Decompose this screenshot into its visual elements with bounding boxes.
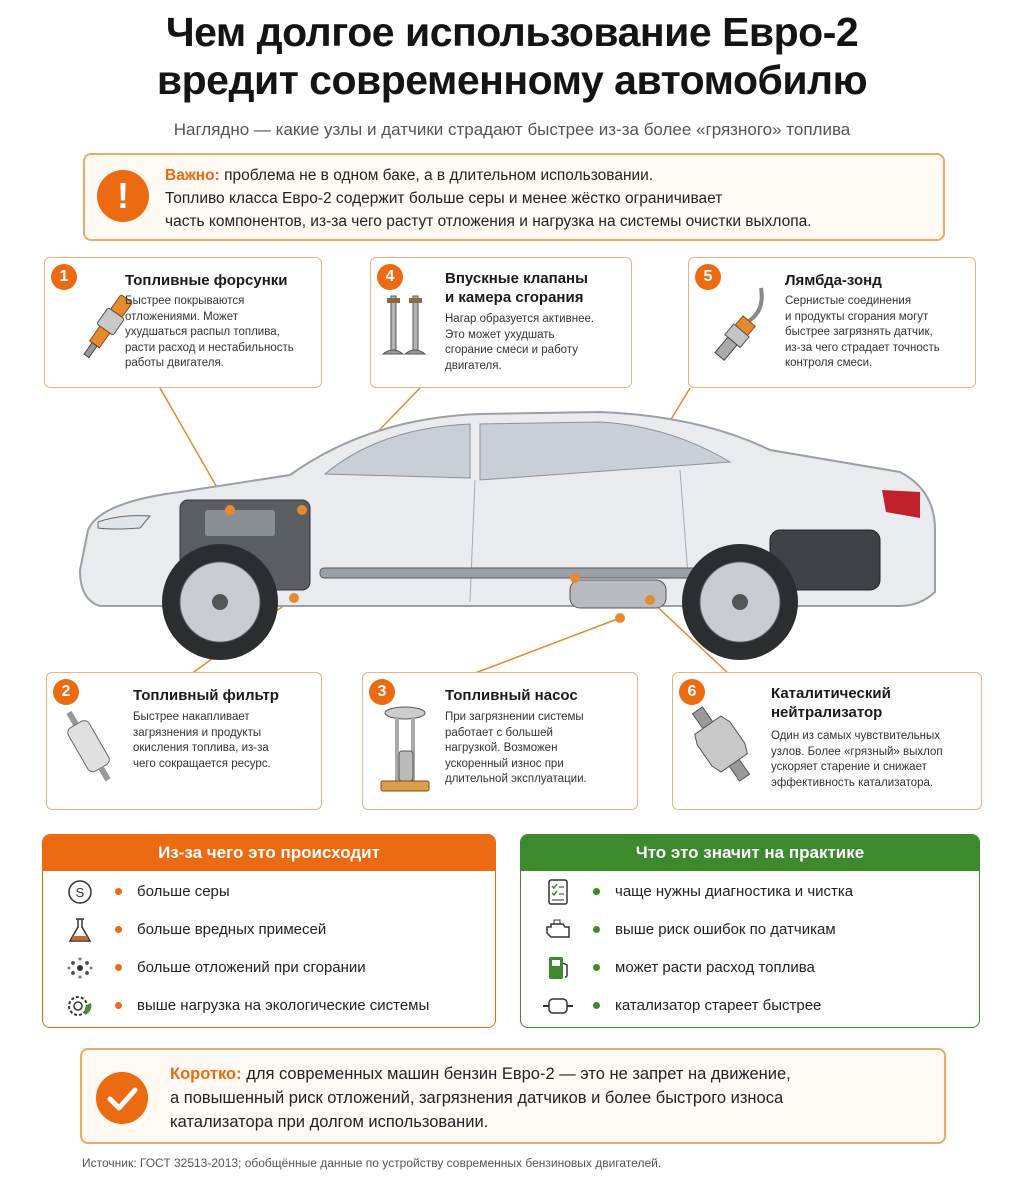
card-description: При загрязнении системы работает с большей нагрузкой. Возможен ускоренный износ при длительной эксплуатации. — [445, 711, 587, 785]
card-title: Лямбда-зонд — [785, 272, 882, 289]
bullet — [593, 888, 600, 895]
card-title: Топливный насос — [445, 687, 578, 704]
card-title: Впускные клапаны и камера сгорания — [445, 270, 588, 306]
checkmark-icon — [96, 1072, 148, 1124]
card-catalytic-converter — [672, 672, 982, 810]
card-fuel-injectors — [44, 257, 322, 388]
card-description: Быстрее покрываются отложениями. Может ухудшаться распыл топлива, расти расход и нестабильность работы двигателя. — [125, 295, 294, 369]
bullet — [115, 926, 122, 933]
cause-text: выше нагрузка на экологические системы — [137, 997, 430, 1014]
check-engine-icon — [543, 917, 573, 943]
list-item — [43, 915, 495, 945]
summary-line-3: катализатора при долгом использовании. — [170, 1113, 489, 1131]
particles-icon — [65, 955, 95, 981]
lambda-sensor-icon — [703, 282, 773, 372]
sulfur-icon — [65, 879, 95, 905]
practice-text: чаще нужны диагностика и чистка — [615, 883, 854, 900]
list-item — [43, 991, 495, 1021]
card-description: Один из самых чувствительных узлов. Более «грязный» выхлоп ускоряет старение и снижает эффективность катализатора. — [771, 730, 943, 789]
list-item — [521, 953, 979, 983]
card-title: Каталитический нейтрализатор — [771, 685, 891, 721]
car-illustration — [40, 380, 1000, 680]
card-fuel-filter — [46, 672, 322, 810]
summary-line-2: а повышенный риск отложений, загрязнения датчиков и более быстрого износа — [170, 1089, 784, 1107]
list-item — [521, 991, 979, 1021]
fuel-station-icon — [543, 955, 573, 981]
bullet — [593, 926, 600, 933]
important-line-1: проблема не в одном баке, а в длительном использовании. — [224, 167, 654, 184]
card-description: Сернистые соединения и продукты сгорания могут быстрее загрязнять датчик, из-за чего страдает точность контроля смеси. — [785, 295, 940, 369]
card-number: 6 — [679, 679, 705, 705]
bullet — [593, 964, 600, 971]
list-item — [521, 877, 979, 907]
list-item — [43, 953, 495, 983]
bullet — [115, 888, 122, 895]
checklist-icon — [543, 879, 573, 905]
bullet — [115, 964, 122, 971]
eco-gear-icon — [65, 993, 95, 1019]
practice-heading: Что это значит на практике — [521, 835, 979, 871]
catalyst-icon — [543, 993, 573, 1019]
page-subtitle: Наглядно — какие узлы и датчики страдают быстрее из-за более «грязного» топлива — [173, 120, 851, 139]
important-label: Важно: — [165, 167, 220, 184]
card-fuel-pump — [362, 672, 638, 810]
practice-text: может расти расход топлива — [615, 959, 815, 976]
important-callout — [83, 153, 945, 241]
practice-text: катализатор стареет быстрее — [615, 997, 822, 1014]
fuel-pump-icon — [371, 703, 435, 799]
catalytic-converter-icon — [681, 701, 761, 787]
bullet — [593, 1002, 600, 1009]
list-item — [43, 877, 495, 907]
summary-label: Коротко: — [170, 1065, 242, 1083]
summary-line-1: для современных машин бензин Евро-2 — это не запрет на движение, — [246, 1065, 791, 1083]
important-text — [165, 164, 935, 233]
valves-icon — [377, 292, 433, 372]
source-note: Источник: ГОСТ 32513-2013; обобщённые данные по устройству современных бензиновых двигателей. — [82, 1156, 662, 1170]
summary-text — [170, 1062, 930, 1134]
important-line-2: Топливо класса Евро-2 содержит больше серы и менее жёстко ограничивает — [165, 190, 723, 207]
card-number: 3 — [369, 679, 395, 705]
card-number: 5 — [695, 264, 721, 290]
svg-text:S: S — [75, 885, 85, 900]
causes-panel — [42, 834, 496, 1028]
page-title — [0, 8, 1024, 104]
practice-panel — [520, 834, 980, 1028]
list-item — [521, 915, 979, 945]
card-description: Нагар образуется активнее. Это может ухудшать сгорание смеси и работу двигателя. — [445, 313, 595, 372]
important-line-3: часть компонентов, из-за чего растут отложения и нагрузка на системы очистки выхлопа. — [165, 213, 812, 230]
card-title: Топливный фильтр — [133, 687, 279, 704]
card-number: 2 — [53, 679, 79, 705]
title-line-2: вредит современному автомобилю — [156, 57, 868, 103]
cause-text: больше вредных примесей — [137, 921, 327, 938]
causes-heading: Из-за чего это происходит — [43, 835, 495, 871]
card-number: 4 — [377, 264, 403, 290]
exclamation-icon: ! — [97, 170, 149, 222]
title-line-1: Чем долгое использование Евро-2 — [165, 9, 859, 55]
card-intake-valves — [370, 257, 632, 388]
card-number: 1 — [51, 264, 77, 290]
card-lambda-sensor — [688, 257, 976, 388]
bullet — [115, 1002, 122, 1009]
card-title: Топливные форсунки — [125, 272, 288, 289]
cause-text: больше отложений при сгорании — [137, 959, 366, 976]
card-description: Быстрее накапливает загрязнения и продукты окисления топлива, из-за чего сокращается ресурс. — [133, 711, 271, 770]
fuel-filter-icon — [57, 705, 121, 789]
summary-callout — [80, 1048, 946, 1144]
flask-icon — [65, 917, 95, 943]
cause-text: больше серы — [137, 883, 230, 900]
practice-text: выше риск ошибок по датчикам — [615, 921, 836, 938]
